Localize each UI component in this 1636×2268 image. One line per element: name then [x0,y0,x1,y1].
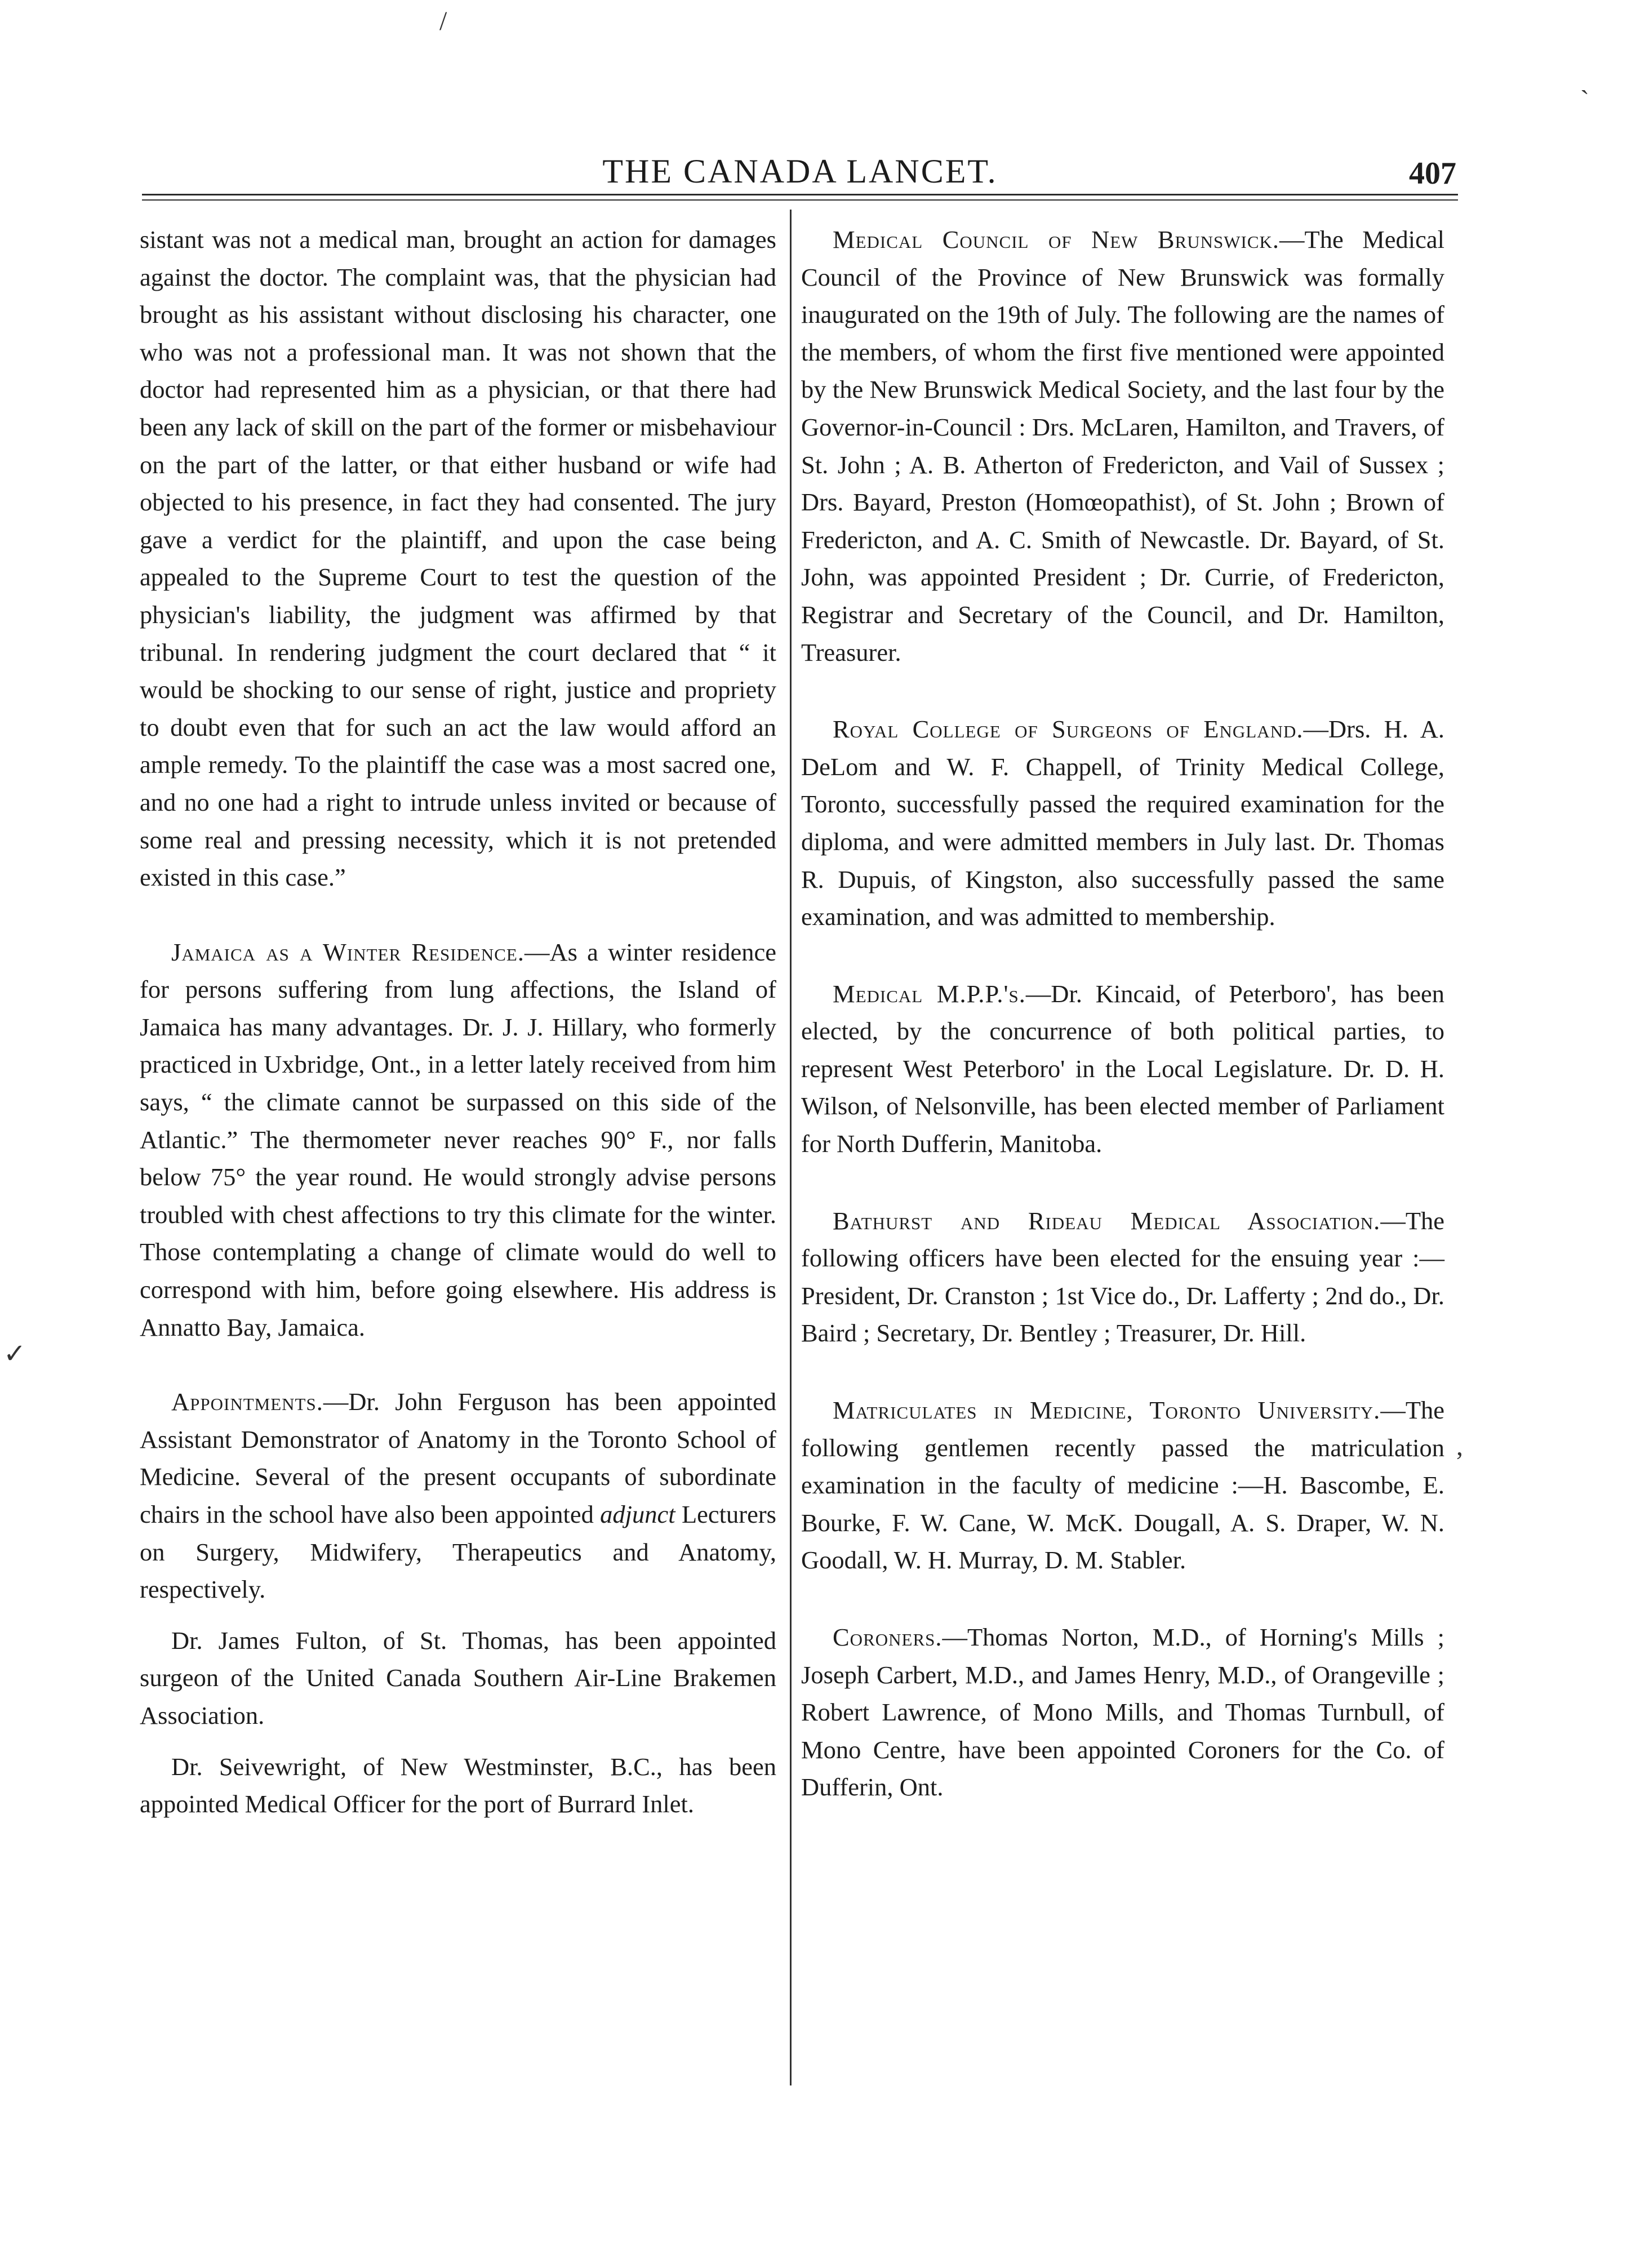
article-royal-college [801,710,1444,936]
article-heading: Royal College of Surgeons of England. [833,715,1304,744]
article-body: —As a winter residence for persons suffering from lung affections, the Island of Jamaica has many advantages. Dr. J. J. Hillary, who formerly practiced in Uxbridge, Ont., in a letter lately received from him says, “ the climate cannot be surpassed on this side of the Atlantic.” The thermometer never reaches 90° F., nor falls below 75° the year round. He would strongly advise persons troubled with chest affections to try this climate for the winter. Those contemplating a change of climate would do well to correspond with him, before going elsewhere. His address is Annatto Bay, Jamaica. [140,937,776,1341]
article-heading: Appointments. [171,1388,323,1416]
pencil-mark-top-right: ` [1580,85,1589,115]
journal-title: THE CANADA LANCET. [602,153,998,190]
article-matriculates [801,1391,1444,1579]
article-body-end: Lecturers on Surgery, Midwifery, Therapeutics and Anatomy, respectively. [140,1500,776,1604]
article-body: —The following officers have been elected for the ensuing year :—President, Dr. Cranston ; 1st Vice do., Dr. Lafferty ; 2nd do., Dr. Baird ; Secretary, Dr. Bentley ; Treasurer, Dr. Hill. [801,1206,1444,1348]
article-heading: Medical Council of New Brunswick. [833,225,1280,254]
article-bathurst [801,1202,1444,1352]
article-fulton: Dr. James Fulton, of St. Thomas, has been appointed surgeon of the United Canada Southern Air-Line Brakemen Association. [140,1626,776,1729]
continuation-paragraph: sistant was not a medical man, brought an action for damages against the doctor. The complaint was, that the physician had brought as his assistant without disclosing his character, one who was not a professional man. It was not shown that the doctor had represented him as a physician, or that there had been any lack of skill on the part of the former or misbehaviour on the part of the latter, or that either husband or wife had objected to his presence, in fact they had consented. The jury gave a verdict for the plaintiff, and upon the case being appealed to the Supreme Court to test the question of the physician's liability, the judgment was affirmed by that tribunal. In rendering judgment the court declared that “ it would be shocking to our sense of right, justice and propriety to doubt even that for such an act the law would afford an ample remedy. To the plaintiff the case was a most sacred one, and no one had a right to intrude unless invited or because of some real and pressing necessity, which it is not pretended existed in this case.” [140,225,776,892]
article-body: —Drs. H. A. DeLom and W. F. Chappell, of Trinity Medical College, Toronto, successfully passed the required examination for the diploma, and were admitted members in July last. Dr. Thomas R. Dupuis, of Kingston, also successfully passed the same examination, and was admitted to membership. [801,715,1444,931]
article-jamaica [140,933,776,1346]
header-rule [142,194,1458,195]
article-new-brunswick [801,221,1444,671]
article-body: —Dr. Kincaid, of Peterboro', has been elected, by the concurrence of both political parties, to represent West Peterboro' in the Local Legislature. Dr. D. H. Wilson, of Nelsonville, has been elected member of Parliament for North Dufferin, Manitoba. [801,979,1444,1158]
right-column [801,221,1444,1806]
column-divider [790,210,792,2085]
article-appointments [140,1383,776,1608]
article-heading: Jamaica as a Winter Residence. [171,937,524,966]
article-seivewright: Dr. Seivewright, of New Westminster, B.C., has been appointed Medical Officer for the port of Burrard Inlet. [140,1752,776,1818]
article-body: —Dr. John Ferguson has been appointed Assistant Demonstrator of Anatomy in the Toronto School of Medicine. Several of the present occupants of subordinate chairs in the school have also been appointed [140,1388,776,1528]
article-heading: Bathurst and Rideau Medical Association. [833,1206,1381,1235]
pencil-mark-left: ✓ [3,1339,26,1369]
page-number: 407 [1409,156,1456,191]
article-emphasis: adjunct [600,1500,675,1528]
article-mpps [801,975,1444,1163]
article-body: —The following gentlemen recently passed the matriculation examination in the faculty of medicine :—H. Bascombe, E. Bourke, F. W. Cane, W. McK. Dougall, A. S. Draper, W. N. Goodall, W. H. Murray, D. M. Stabler. [801,1396,1444,1575]
article-body: —Thomas Norton, M.D., of Horning's Mills ; Joseph Carbert, M.D., and James Henry, M.D., of Orangeville ; Robert Lawrence, of Mono Mills, and Thomas Turnbull, of Mono Centre, have been appointed Coroners for the Co. of Dufferin, Ont. [801,1623,1444,1802]
running-header [144,152,1456,197]
article-coroners [801,1618,1444,1806]
article-heading: Medical M.P.P.'s. [833,979,1026,1008]
header-rule-double [142,199,1458,201]
article-body: —The Medical Council of the Province of New Brunswick was formally inaugurated on the 19th of July. The following are the names of the members, of whom the first five mentioned were appointed by the New Brunswick Medical Society, and the last four by the Governor-in-Council : Drs. McLaren, Hamilton, and Travers, of St. John ; A. B. Atherton of Fredericton, and Vail of Sussex ; Drs. Bayard, Preston (Homœopathist), of St. John ; Brown of Fredericton, and A. C. Smith of Newcastle. Dr. Bayard, of St. John, was appointed President ; Dr. Currie, of Fredericton, Registrar and Secretary of the Council, and Dr. Hamilton, Treasurer. [801,225,1444,666]
pencil-mark-top: / [439,6,447,36]
left-column [140,221,776,1823]
pencil-mark-right: , [1456,1431,1463,1461]
article-heading: Coroners. [833,1623,943,1651]
article-heading: Matriculates in Medicine, Toronto University. [833,1396,1381,1425]
